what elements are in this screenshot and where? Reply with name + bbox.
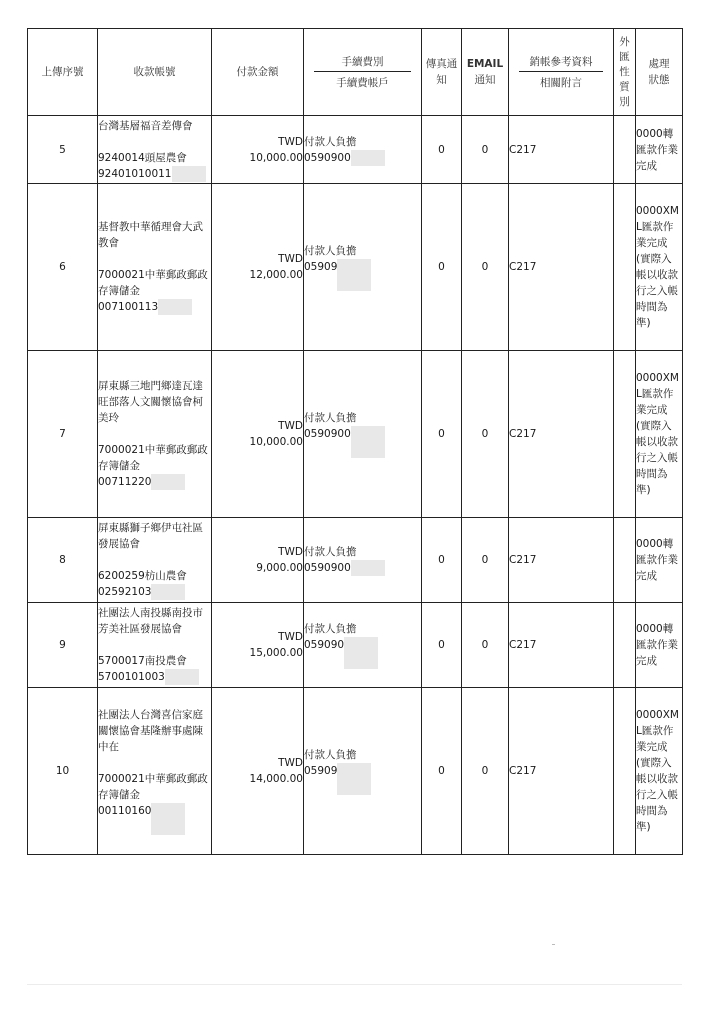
row-fax: 0 (422, 116, 462, 184)
row-forex (614, 688, 636, 855)
row-seq: 7 (28, 351, 98, 518)
row-reference: C217 (509, 116, 614, 184)
row-fax: 0 (422, 184, 462, 351)
row-payee-account (98, 351, 212, 518)
header-forex: 外匯性質別 (614, 29, 636, 116)
header-fax: 傳真通 知 (422, 29, 462, 116)
row-status: 0000轉匯款作業完成 (636, 116, 683, 184)
row-seq: 9 (28, 603, 98, 688)
row-status: 0000轉匯款作業完成 (636, 518, 683, 603)
page-bottom-rule (27, 984, 682, 985)
scan-speck (552, 944, 555, 945)
redaction-mark (337, 259, 371, 291)
row-fee: 付款人負擔 0590900 (304, 518, 422, 603)
row-fax: 0 (422, 603, 462, 688)
payee-bank: 6200259枋山農會 (98, 570, 187, 582)
payee-name: 屏東縣三地門鄉達瓦達旺部落人文關懷協會柯美玲 (98, 380, 203, 424)
redaction-mark (351, 426, 385, 458)
table-row (28, 518, 683, 603)
payee-name: 社團法人南投縣南投市芳美社區發展協會 (98, 607, 203, 635)
redaction-mark (344, 637, 378, 669)
redaction-mark (351, 560, 385, 576)
row-reference: C217 (509, 518, 614, 603)
table-row (28, 116, 683, 184)
row-fee: 付款人負擔 059090 (304, 603, 422, 688)
payee-name: 屏東縣獅子鄉伊屯社區發展協會 (98, 522, 203, 550)
row-status: 0000XML匯款作業完成(實際入帳以收款行之入帳時間為準) (636, 688, 683, 855)
row-email: 0 (462, 603, 509, 688)
header-ref-note: 相關附言 (540, 76, 582, 89)
row-fax: 0 (422, 351, 462, 518)
row-payee-account (98, 518, 212, 603)
row-payee-account (98, 688, 212, 855)
row-reference: C217 (509, 603, 614, 688)
row-status: 0000轉匯款作業完成 (636, 603, 683, 688)
row-email: 0 (462, 184, 509, 351)
header-fee (304, 29, 422, 116)
row-fee: 付款人負擔 05909 (304, 688, 422, 855)
row-email: 0 (462, 688, 509, 855)
header-fee-account: 手續費帳戶 (336, 76, 389, 89)
redaction-mark (172, 166, 206, 182)
row-fee: 付款人負擔 05909 (304, 184, 422, 351)
redaction-mark (351, 150, 385, 166)
row-seq: 6 (28, 184, 98, 351)
row-amount: TWD 10,000.00 (212, 351, 304, 518)
row-forex (614, 184, 636, 351)
header-amount: 付款金額 (212, 29, 304, 116)
remittance-table (27, 28, 683, 855)
row-status: 0000XML匯款作業完成(實際入帳以收款行之入帳時間為準) (636, 184, 683, 351)
row-fax: 0 (422, 688, 462, 855)
row-email: 0 (462, 518, 509, 603)
payee-account-number: 00711220 (98, 476, 152, 488)
redaction-mark (165, 669, 199, 685)
row-status: 0000XML匯款作業完成(實際入帳以收款行之入帳時間為準) (636, 351, 683, 518)
row-forex (614, 518, 636, 603)
row-payee-account (98, 603, 212, 688)
row-email: 0 (462, 351, 509, 518)
payee-account-number: 02592103 (98, 586, 152, 598)
table-row (28, 184, 683, 351)
payee-account-number: 00110160 (98, 805, 152, 817)
payee-bank: 7000021中華郵政郵政存簿儲金 (98, 773, 208, 801)
payee-account-number: 5700101003 (98, 671, 165, 683)
header-status: 處理 狀態 (636, 29, 683, 116)
row-reference: C217 (509, 351, 614, 518)
row-amount: TWD 10,000.00 (212, 116, 304, 184)
table-row (28, 351, 683, 518)
row-payee-account (98, 116, 212, 184)
payee-name: 台灣基層福音差傳會 (98, 119, 193, 132)
payee-bank: 7000021中華郵政郵政存簿儲金 (98, 269, 208, 297)
row-email: 0 (462, 116, 509, 184)
row-reference: C217 (509, 184, 614, 351)
row-forex (614, 351, 636, 518)
row-amount: TWD 15,000.00 (212, 603, 304, 688)
row-forex (614, 116, 636, 184)
row-amount: TWD 14,000.00 (212, 688, 304, 855)
payee-name: 社團法人台灣喜信家庭關懷協會基隆辦事處陳中在 (98, 709, 203, 753)
payee-bank: 7000021中華郵政郵政存簿儲金 (98, 444, 208, 472)
header-ref-data: 銷帳參考資料 (519, 54, 603, 72)
redaction-mark (158, 299, 192, 315)
row-amount: TWD 9,000.00 (212, 518, 304, 603)
header-seq: 上傳序號 (28, 29, 98, 116)
redaction-mark (151, 474, 185, 490)
row-payee-account (98, 184, 212, 351)
row-amount: TWD 12,000.00 (212, 184, 304, 351)
row-seq: 10 (28, 688, 98, 855)
payee-name: 基督教中華循理會大武教會 (98, 221, 203, 249)
row-seq: 8 (28, 518, 98, 603)
row-forex (614, 603, 636, 688)
table-header-row (28, 29, 683, 116)
payee-account-number: 92401010011 (98, 167, 172, 180)
redaction-mark (337, 763, 371, 795)
row-fax: 0 (422, 518, 462, 603)
payee-bank: 9240014頭屋農會 (98, 151, 187, 164)
table-row (28, 688, 683, 855)
payee-bank: 5700017南投農會 (98, 655, 187, 667)
row-fee: 付款人負擔 0590900 (304, 351, 422, 518)
row-fee: 付款人負擔 0590900 (304, 116, 422, 184)
redaction-mark (151, 803, 185, 835)
header-account: 收款帳號 (98, 29, 212, 116)
header-reference (509, 29, 614, 116)
payee-account-number: 007100113 (98, 301, 159, 313)
row-seq: 5 (28, 116, 98, 184)
header-email: EMAIL 通知 (462, 29, 509, 116)
header-fee-type: 手續費別 (314, 54, 411, 72)
table-row (28, 603, 683, 688)
row-reference: C217 (509, 688, 614, 855)
redaction-mark (151, 584, 185, 600)
